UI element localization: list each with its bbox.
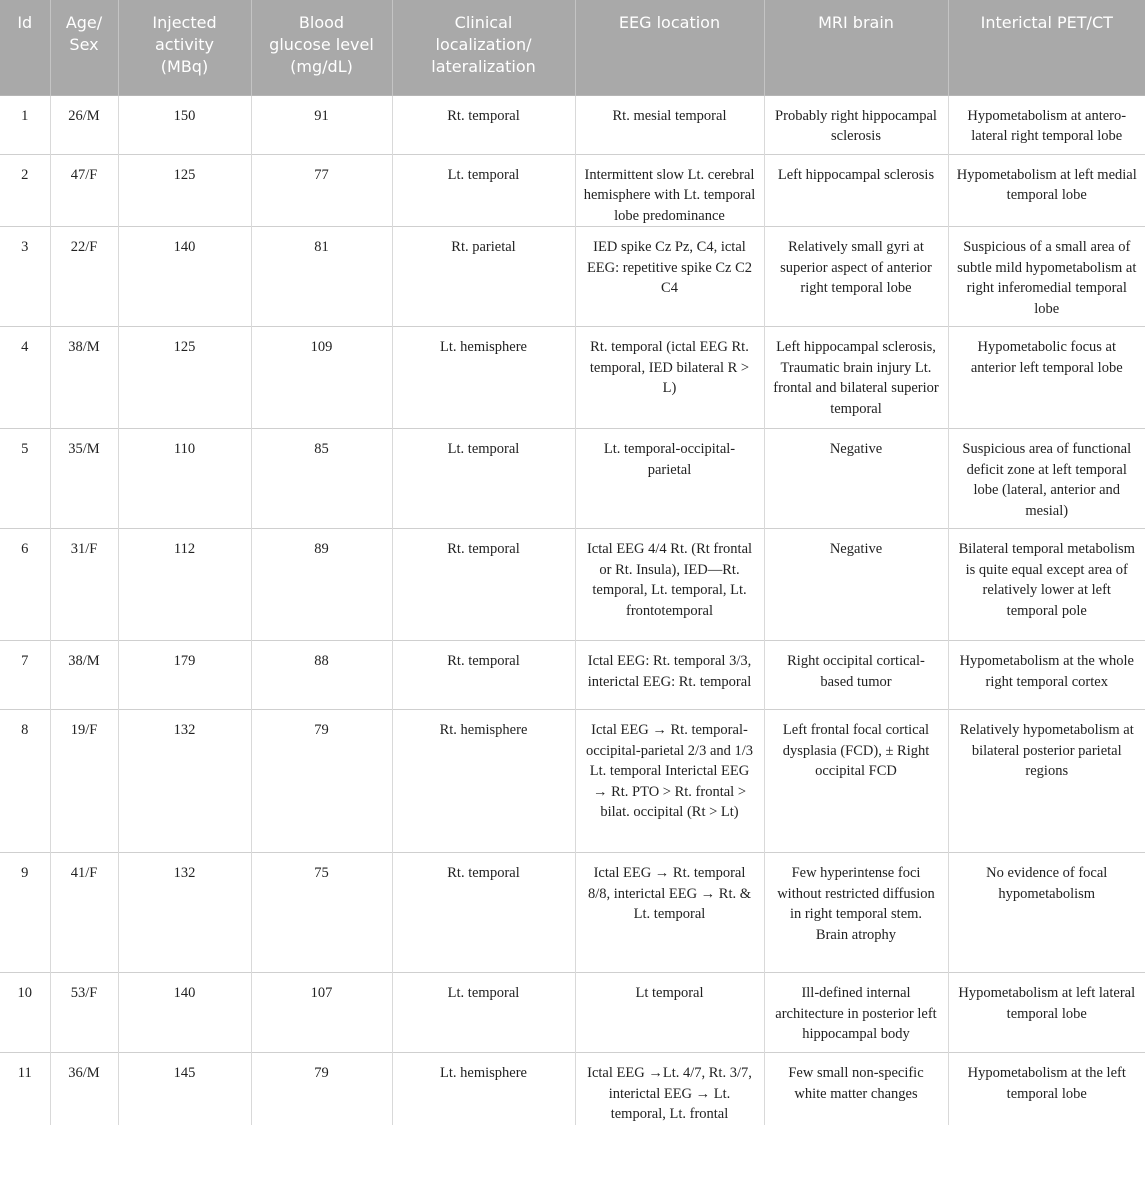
cell-eeg-location: Ictal EEG: Rt. temporal 3/3, interictal EEG: Rt. temporal [575, 641, 764, 710]
cell-mri-brain: Probably right hippocampal sclerosis [764, 95, 948, 154]
cell-mri-brain: Negative [764, 529, 948, 641]
cell-blood-glucose: 91 [251, 95, 392, 154]
header-row [0, 0, 1145, 95]
cell-eeg-location: Ictal EEG → Rt. temporal-occipital-parietal 2/3 and 1/3 Lt. temporal Interictal EEG → Rt. PTO > Rt. frontal > bilat. occipital (Rt > Lt) [575, 710, 764, 853]
cell-mri-brain: Few small non-specific white matter changes [764, 1053, 948, 1125]
cell-clinical-localization: Rt. temporal [392, 529, 575, 641]
cell-eeg-location: Ictal EEG → Rt. temporal 8/8, interictal EEG → Rt. & Lt. temporal [575, 853, 764, 973]
cell-mri-brain: Left hippocampal sclerosis, Traumatic brain injury Lt. frontal and bilateral superior temporal [764, 327, 948, 429]
header-clinical-localization: Clinical localization/ lateralization [392, 0, 575, 95]
header-id: Id [0, 0, 50, 95]
cell-id: 3 [0, 227, 50, 327]
cell-id: 10 [0, 973, 50, 1053]
table-row [0, 973, 1145, 1053]
cell-mri-brain: Few hyperintense foci without restricted diffusion in right temporal stem. Brain atrophy [764, 853, 948, 973]
cell-age-sex: 35/M [50, 429, 118, 529]
cell-id: 2 [0, 154, 50, 227]
cell-injected-activity: 140 [118, 973, 251, 1053]
cell-interictal-pet-ct: Hypometabolism at the whole right temporal cortex [948, 641, 1145, 710]
cell-injected-activity: 132 [118, 710, 251, 853]
table-row [0, 1053, 1145, 1125]
cell-blood-glucose: 79 [251, 710, 392, 853]
header-age-sex: Age/ Sex [50, 0, 118, 95]
cell-clinical-localization: Lt. temporal [392, 154, 575, 227]
cell-id: 1 [0, 95, 50, 154]
header-eeg-location: EEG location [575, 0, 764, 95]
cell-mri-brain: Right occipital cortical-based tumor [764, 641, 948, 710]
table-row [0, 710, 1145, 853]
cell-blood-glucose: 79 [251, 1053, 392, 1125]
cell-clinical-localization: Lt. hemisphere [392, 1053, 575, 1125]
cell-age-sex: 53/F [50, 973, 118, 1053]
table-row [0, 327, 1145, 429]
cell-blood-glucose: 81 [251, 227, 392, 327]
cell-age-sex: 47/F [50, 154, 118, 227]
cell-interictal-pet-ct: No evidence of focal hypometabolism [948, 853, 1145, 973]
cell-blood-glucose: 75 [251, 853, 392, 973]
cell-eeg-location: Ictal EEG 4/4 Rt. (Rt frontal or Rt. Insula), IED—Rt. temporal, Lt. temporal, Lt. frontotemporal [575, 529, 764, 641]
table-row [0, 227, 1145, 327]
header-injected-activity: Injected activity (MBq) [118, 0, 251, 95]
cell-age-sex: 26/M [50, 95, 118, 154]
table-row [0, 641, 1145, 710]
cell-age-sex: 36/M [50, 1053, 118, 1125]
cell-eeg-location: Lt. temporal-occipital-parietal [575, 429, 764, 529]
cell-eeg-location: Rt. mesial temporal [575, 95, 764, 154]
cell-clinical-localization: Rt. hemisphere [392, 710, 575, 853]
cell-age-sex: 22/F [50, 227, 118, 327]
header-mri-brain: MRI brain [764, 0, 948, 95]
table-row [0, 154, 1145, 227]
cell-injected-activity: 112 [118, 529, 251, 641]
cell-interictal-pet-ct: Hypometabolism at left medial temporal lobe [948, 154, 1145, 227]
cell-blood-glucose: 109 [251, 327, 392, 429]
cell-mri-brain: Left hippocampal sclerosis [764, 154, 948, 227]
cell-blood-glucose: 85 [251, 429, 392, 529]
cell-id: 5 [0, 429, 50, 529]
cell-age-sex: 41/F [50, 853, 118, 973]
cell-age-sex: 38/M [50, 641, 118, 710]
cell-blood-glucose: 89 [251, 529, 392, 641]
cell-id: 6 [0, 529, 50, 641]
cell-interictal-pet-ct: Suspicious area of functional deficit zone at left temporal lobe (lateral, anterior and mesial) [948, 429, 1145, 529]
cell-age-sex: 38/M [50, 327, 118, 429]
cell-mri-brain: Ill-defined internal architecture in posterior left hippocampal body [764, 973, 948, 1053]
cell-clinical-localization: Lt. temporal [392, 973, 575, 1053]
cell-mri-brain: Negative [764, 429, 948, 529]
cell-clinical-localization: Lt. temporal [392, 429, 575, 529]
cell-id: 9 [0, 853, 50, 973]
cell-injected-activity: 179 [118, 641, 251, 710]
cell-blood-glucose: 88 [251, 641, 392, 710]
table-row [0, 853, 1145, 973]
cell-injected-activity: 140 [118, 227, 251, 327]
cell-interictal-pet-ct: Relatively hypometabolism at bilateral posterior parietal regions [948, 710, 1145, 853]
cell-interictal-pet-ct: Hypometabolism at the left temporal lobe [948, 1053, 1145, 1125]
cell-id: 11 [0, 1053, 50, 1125]
cell-id: 4 [0, 327, 50, 429]
cell-injected-activity: 145 [118, 1053, 251, 1125]
cell-clinical-localization: Lt. hemisphere [392, 327, 575, 429]
cell-eeg-location: Lt temporal [575, 973, 764, 1053]
table-row [0, 529, 1145, 641]
cell-age-sex: 31/F [50, 529, 118, 641]
cell-clinical-localization: Rt. temporal [392, 641, 575, 710]
cell-blood-glucose: 107 [251, 973, 392, 1053]
cell-eeg-location: Ictal EEG →Lt. 4/7, Rt. 3/7, interictal EEG → Lt. temporal, Lt. frontal [575, 1053, 764, 1125]
cell-blood-glucose: 77 [251, 154, 392, 227]
cell-interictal-pet-ct: Hypometabolism at antero-lateral right temporal lobe [948, 95, 1145, 154]
cell-interictal-pet-ct: Bilateral temporal metabolism is quite equal except area of relatively lower at left temporal pole [948, 529, 1145, 641]
table-row [0, 429, 1145, 529]
cell-clinical-localization: Rt. temporal [392, 853, 575, 973]
cell-interictal-pet-ct: Hypometabolic focus at anterior left temporal lobe [948, 327, 1145, 429]
cell-injected-activity: 125 [118, 327, 251, 429]
cell-interictal-pet-ct: Hypometabolism at left lateral temporal lobe [948, 973, 1145, 1053]
cell-mri-brain: Relatively small gyri at superior aspect of anterior right temporal lobe [764, 227, 948, 327]
cell-eeg-location: Rt. temporal (ictal EEG Rt. temporal, IED bilateral R > L) [575, 327, 764, 429]
cell-id: 7 [0, 641, 50, 710]
cell-mri-brain: Left frontal focal cortical dysplasia (FCD), ± Right occipital FCD [764, 710, 948, 853]
cell-eeg-location: IED spike Cz Pz, C4, ictal EEG: repetitive spike Cz C2 C4 [575, 227, 764, 327]
cell-injected-activity: 110 [118, 429, 251, 529]
cell-eeg-location: Intermittent slow Lt. cerebral hemisphere with Lt. temporal lobe predominance [575, 154, 764, 227]
cell-injected-activity: 132 [118, 853, 251, 973]
cell-clinical-localization: Rt. parietal [392, 227, 575, 327]
header-blood-glucose: Blood glucose level (mg/dL) [251, 0, 392, 95]
cell-age-sex: 19/F [50, 710, 118, 853]
cell-id: 8 [0, 710, 50, 853]
cell-injected-activity: 150 [118, 95, 251, 154]
table-row [0, 95, 1145, 154]
cell-clinical-localization: Rt. temporal [392, 95, 575, 154]
table-body [0, 95, 1145, 1125]
cell-injected-activity: 125 [118, 154, 251, 227]
cell-interictal-pet-ct: Suspicious of a small area of subtle mild hypometabolism at right inferomedial temporal lobe [948, 227, 1145, 327]
header-interictal-pet-ct: Interictal PET/CT [948, 0, 1145, 95]
